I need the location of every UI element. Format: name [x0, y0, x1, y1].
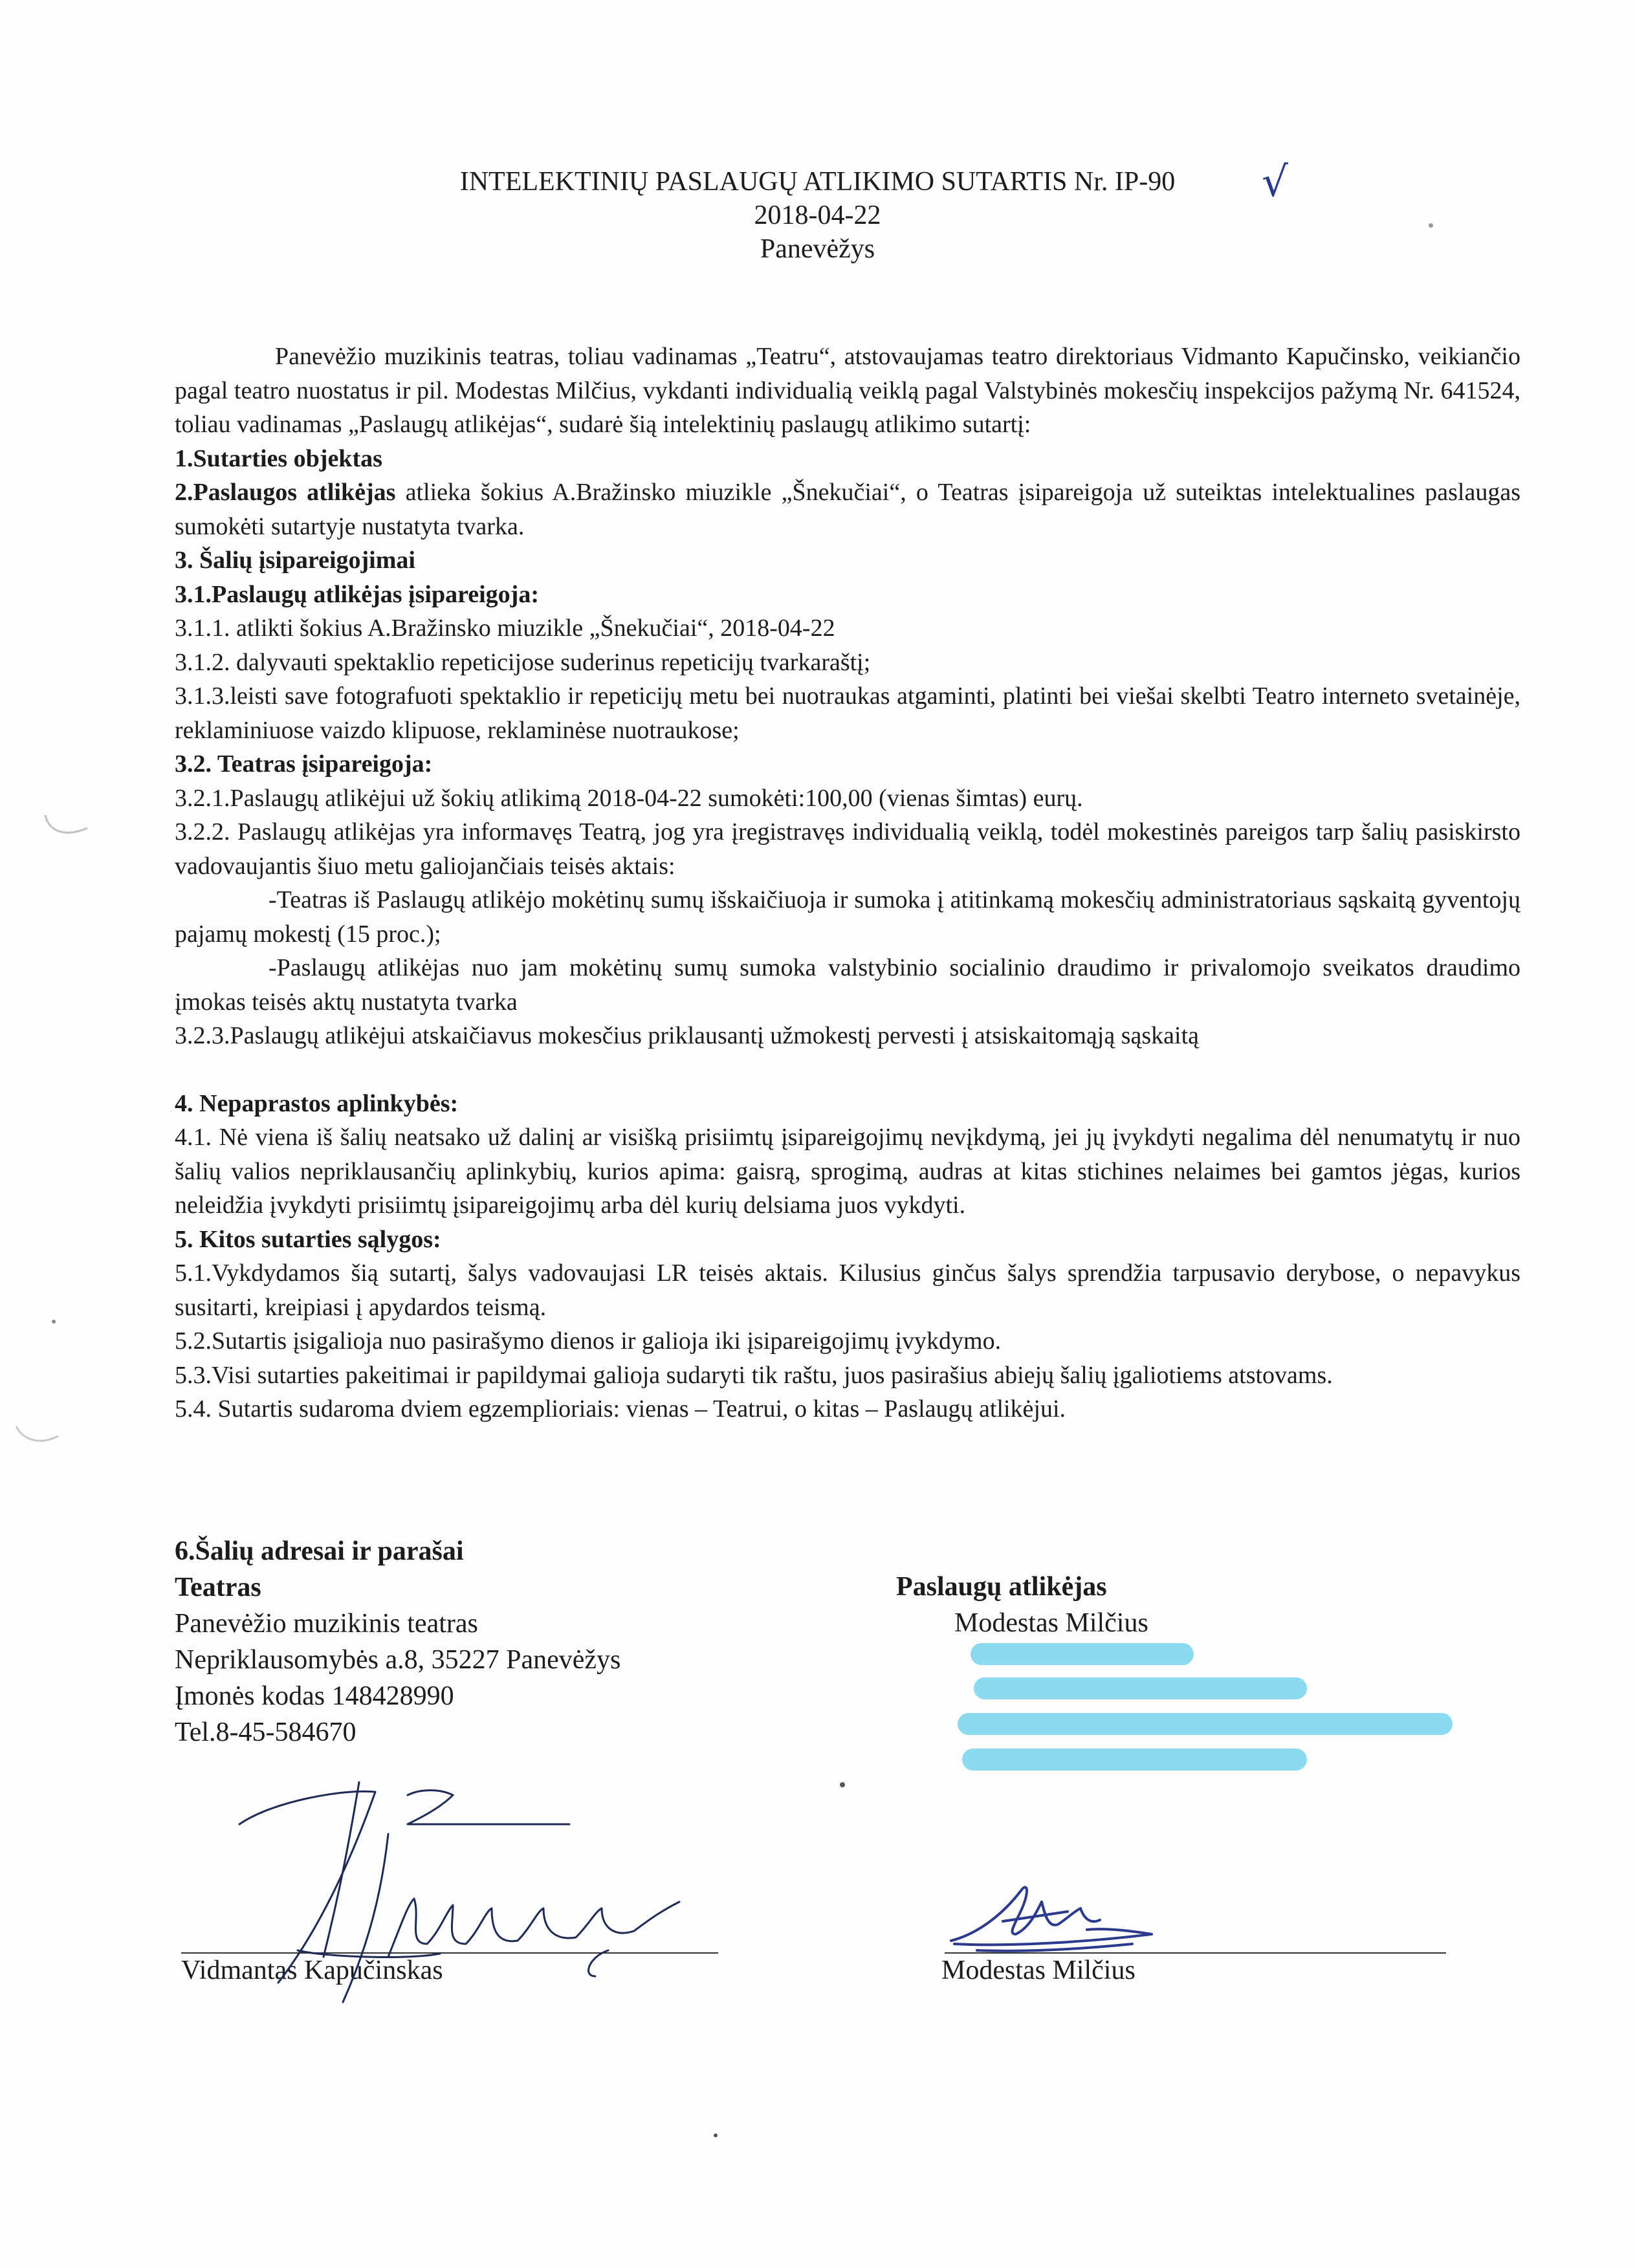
performer-name: Modestas Milčius	[954, 1608, 1148, 1638]
item-3-1-3: 3.1.3.leisti save fotografuoti spektaklio ir repeticijų metu bei nuotraukas atgaminti, platinti bei viešai skelbti Teatro interneto svetainėje, reklaminiuose vaizdo klipuose, reklaminėse nuotraukose;	[175, 682, 1520, 744]
section-3-heading: 3. Šalių įsipareigojimai	[175, 547, 415, 574]
item-3-2-1: 3.2.1.Paslaugų atlikėjui už šokių atlikimą 2018-04-22 sumokėti:100,00 (vienas šimtas) eurų.	[175, 784, 1083, 812]
section-2-paragraph	[175, 475, 1520, 543]
speck	[1429, 223, 1433, 228]
checkmark-icon: √	[1262, 158, 1288, 206]
section-3-1-heading: 3.1.Paslaugų atlikėjas įsipareigoja:	[175, 580, 539, 608]
intro-paragraph: Panevėžio muzikinis teatras, toliau vadinamas „Teatru“, atstovaujamas teatro direktoriaus Vidmanto Kapučinsko, veikiančio pagal teatro nuostatus ir pil. Modestas Milčius, vykdanti individualią veiklą pagal Valstybinės mokesčių inspekcijos pažymą Nr. 641524, toliau vadinamas „Paslaugų atlikėjas“, sudarė šią intelektinių paslaugų atlikimo sutartį:	[175, 343, 1520, 438]
item-3-2-2: 3.2.2. Paslaugų atlikėjas yra informavęs Teatrą, jog yra įregistravęs individualią veiklą, todėl mokestinės pareigos tarp šalių pasiskirsto vadovaujantis šiuo metu galiojančiais teisės aktais:	[175, 818, 1520, 880]
theatre-signature	[194, 1763, 738, 2009]
section-2-text: atlieka šokius A.Bražinsko miuzikle „Šnekučiai“, o Teatras įsipareigoja už suteiktas intelektualines paslaugas sumokėti sutartyje nustatyta tvarka.	[175, 479, 1520, 540]
performer-signature	[938, 1863, 1171, 1967]
item-4-1: 4.1. Nė viena iš šalių neatsako už dalinį ar visišką prisiimtų įsipareigojimų nevįkdymą, jei jų įvykdyti negalima dėl nenumatytų ir nuo šalių valios nepriklausančių aplinkybių, kurios apima: gaisrą, sprogimą, audras at kitas stichines nelaimes bei gamtos jėgas, kurios neleidžia įvykdyti prisiimtų įsipareigojimų arba dėl kurių delsiama juos vykdyti.	[175, 1124, 1520, 1219]
section-2-heading: 2.Paslaugos atlikėjas	[175, 479, 396, 506]
item-3-2-2-a: -Teatras iš Paslaugų atlikėjo mokėtinų sumų išskaičiuoja ir sumoka į atitinkamą mokesčių administratoriaus sąskaitą gyventojų pajamų mokestį (15 proc.);	[175, 886, 1520, 948]
contract-city: Panevėžys	[760, 234, 875, 264]
section-3-2-heading: 3.2. Teatras įsipareigoja:	[175, 750, 433, 778]
item-5-4: 5.4. Sutartis sudaroma dviem egzemplioriais: vienas – Teatrui, o kitas – Paslaugų atlikėjui.	[175, 1395, 1066, 1423]
item-5-2: 5.2.Sutartis įsigalioja nuo pasirašymo dienos ir galioja iki įsipareigojimų įvykdymo.	[175, 1327, 1002, 1355]
item-5-1: 5.1.Vykdydamos šią sutartį, šalys vadovaujasi LR teisės aktais. Kilusius ginčus šalys sprendžia tarpusavio derybose, o nepavykus susitarti, kreipiasi į apydardos teismą.	[175, 1259, 1520, 1321]
theatre-company-code: Įmonės kodas 148428990	[175, 1681, 454, 1711]
theatre-signatory: Vidmantas Kapučinskas	[181, 1956, 443, 1985]
speck	[840, 1782, 845, 1787]
redaction-bar	[958, 1713, 1453, 1735]
contract-title: INTELEKTINIŲ PASLAUGŲ ATLIKIMO SUTARTIS Nr. IP-90	[459, 167, 1176, 197]
item-3-2-3: 3.2.3.Paslaugų atlikėjui atskaičiavus mokesčius priklausantį užmokestį pervesti į atsiskaitomąją sąskaitą	[175, 1022, 1199, 1049]
performer-role: Paslaugų atlikėjas	[896, 1572, 1107, 1602]
performer-address-block	[896, 1569, 1148, 1641]
theatre-phone: Tel.8-45-584670	[175, 1717, 357, 1747]
section-6-heading: 6.Šalių adresai ir parašai	[175, 1536, 464, 1566]
document-header	[0, 165, 1635, 266]
contract-date: 2018-04-22	[754, 201, 881, 230]
speck	[52, 1320, 56, 1324]
item-3-2-2-b: -Paslaugų atlikėjas nuo jam mokėtinų sumų sumoka valstybinio socialinio draudimo ir privalomojo sveikatos draudimo įmokas teisės aktų nustatyta tvarka	[175, 954, 1520, 1016]
section-1-heading: 1.Sutarties objektas	[175, 444, 382, 472]
theatre-name: Panevėžio muzikinis teatras	[175, 1609, 478, 1639]
item-3-1-2: 3.1.2. dalyvauti spektaklio repeticijose suderinus repeticijų tvarkaraštį;	[175, 648, 871, 676]
section-5-heading: 5. Kitos sutarties sąlygos:	[175, 1225, 441, 1253]
redaction-bar	[971, 1643, 1194, 1665]
spacer	[175, 1053, 1520, 1087]
redaction-bar	[962, 1749, 1307, 1771]
punch-hole-mark	[39, 802, 97, 847]
punch-hole-mark	[10, 1413, 68, 1459]
theatre-role: Teatras	[175, 1573, 261, 1602]
theatre-address-block	[175, 1533, 620, 1750]
theatre-address: Nepriklausomybės a.8, 35227 Panevėžys	[175, 1645, 621, 1675]
item-3-1-1: 3.1.1. atlikti šokius A.Bražinsko miuzikle „Šnekučiai“, 2018-04-22	[175, 615, 835, 642]
contract-body	[175, 340, 1520, 1426]
item-5-3: 5.3.Visi sutarties pakeitimai ir papildymai galioja sudaryti tik raštu, juos pasirašius abiejų šalių įgaliotiems atstovams.	[175, 1361, 1333, 1389]
section-4-heading: 4. Nepaprastos aplinkybės:	[175, 1089, 459, 1117]
speck	[714, 2133, 718, 2137]
redaction-bar	[974, 1677, 1307, 1699]
performer-signatory: Modestas Milčius	[941, 1956, 1136, 1985]
